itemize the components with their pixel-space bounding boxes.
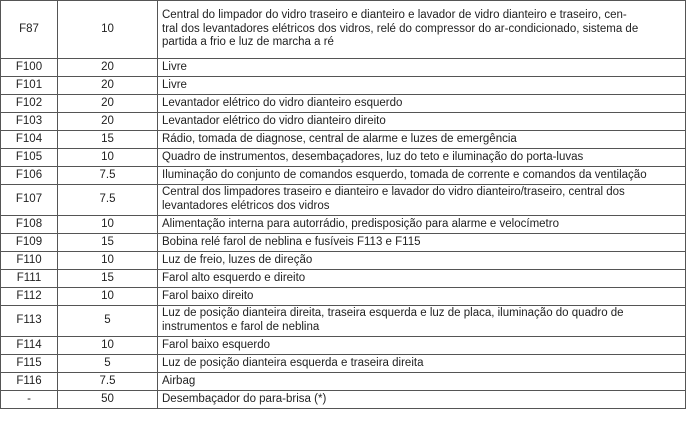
description-cell	[158, 185, 686, 216]
description-cell	[158, 95, 686, 113]
description-line: Farol alto esquerdo e direito	[162, 271, 306, 284]
amperage-cell: 7.5	[58, 373, 158, 391]
fuse-id-cell: F104	[1, 131, 58, 149]
description-line: Livre	[162, 60, 187, 73]
description-line: Bobina relé farol de neblina e fusíveis F113 e F115	[162, 235, 421, 248]
amperage-cell: 10	[58, 252, 158, 270]
fuse-id-cell: F107	[1, 185, 58, 216]
fuse-id-cell: F111	[1, 270, 58, 288]
table-row	[1, 77, 686, 95]
description-cell	[158, 234, 686, 252]
table-row	[1, 355, 686, 373]
table-row	[1, 1, 686, 59]
description-line: Luz de posição dianteira esquerda e traseira direita	[162, 356, 424, 369]
amperage-cell: 10	[58, 149, 158, 167]
description-line: Farol baixo esquerdo	[162, 338, 271, 351]
table-row	[1, 234, 686, 252]
fuse-id-cell: F108	[1, 216, 58, 234]
table-row	[1, 288, 686, 306]
fuse-id-cell: F105	[1, 149, 58, 167]
table-row	[1, 113, 686, 131]
description-line: Airbag	[162, 374, 196, 387]
description-line: tral dos levantadores elétricos dos vidros, relé do compressor do ar-condicionado, sistema de	[162, 22, 639, 35]
amperage-cell: 20	[58, 95, 158, 113]
fuse-id-cell: F102	[1, 95, 58, 113]
amperage-cell: 20	[58, 113, 158, 131]
description-cell	[158, 306, 686, 337]
amperage-cell: 10	[58, 1, 158, 59]
description-cell	[158, 59, 686, 77]
amperage-cell: 10	[58, 288, 158, 306]
amperage-cell: 5	[58, 355, 158, 373]
fuse-table-body	[1, 1, 686, 409]
description-line: Rádio, tomada de diagnose, central de alarme e luzes de emergência	[162, 132, 517, 145]
description-line: Desembaçador do para-brisa (*)	[162, 392, 327, 405]
fuse-id-cell: F116	[1, 373, 58, 391]
amperage-cell: 7.5	[58, 185, 158, 216]
description-line: Levantador elétrico do vidro dianteiro direito	[162, 114, 386, 127]
amperage-cell: 20	[58, 77, 158, 95]
fuse-id-cell: F101	[1, 77, 58, 95]
description-cell	[158, 149, 686, 167]
table-row	[1, 95, 686, 113]
description-line: Farol baixo direito	[162, 289, 254, 302]
fuse-id-cell: F87	[1, 1, 58, 59]
description-line: Levantador elétrico do vidro dianteiro esquerdo	[162, 96, 403, 109]
fuse-id-cell: F113	[1, 306, 58, 337]
fuse-id-cell: F100	[1, 59, 58, 77]
table-row	[1, 185, 686, 216]
table-row	[1, 373, 686, 391]
description-line: Luz de freio, luzes de direção	[162, 253, 313, 266]
description-line: instrumentos e farol de neblina	[162, 321, 320, 333]
amperage-cell: 7.5	[58, 167, 158, 185]
description-cell	[158, 113, 686, 131]
fuse-id-cell: F114	[1, 337, 58, 355]
description-cell	[158, 355, 686, 373]
amperage-cell: 5	[58, 306, 158, 337]
description-line: Livre	[162, 78, 187, 91]
description-cell	[158, 216, 686, 234]
description-line: Central dos limpadores traseiro e dianteiro e lavador do vidro dianteiro/traseiro, central dos	[162, 186, 625, 199]
description-line: Quadro de instrumentos, desembaçadores, luz do teto e iluminação do porta-luvas	[162, 150, 584, 163]
fuse-id-cell: F115	[1, 355, 58, 373]
description-line: Iluminação do conjunto de comandos esquerdo, tomada de corrente e comandos da ventilação	[162, 168, 647, 181]
description-cell	[158, 1, 686, 59]
table-row	[1, 131, 686, 149]
amperage-cell: 10	[58, 216, 158, 234]
description-cell	[158, 77, 686, 95]
fuse-id-cell: F103	[1, 113, 58, 131]
description-cell	[158, 270, 686, 288]
fuse-id-cell: F109	[1, 234, 58, 252]
description-cell	[158, 288, 686, 306]
table-row	[1, 167, 686, 185]
table-row	[1, 216, 686, 234]
description-cell	[158, 373, 686, 391]
amperage-cell: 20	[58, 59, 158, 77]
fuse-id-cell: F106	[1, 167, 58, 185]
description-line: Central do limpador do vidro traseiro e dianteiro e lavador de vidro dianteiro e traseiro, cen-	[162, 9, 627, 22]
description-line: levantadores elétricos dos vidros	[162, 200, 330, 212]
table-row	[1, 337, 686, 355]
fuse-id-cell: -	[1, 391, 58, 409]
amperage-cell: 15	[58, 234, 158, 252]
description-line: partida a frio e luz de marcha a ré	[162, 36, 334, 49]
amperage-cell: 10	[58, 337, 158, 355]
table-row	[1, 149, 686, 167]
table-row	[1, 270, 686, 288]
table-row	[1, 306, 686, 337]
amperage-cell: 50	[58, 391, 158, 409]
table-row	[1, 391, 686, 409]
fuse-id-cell: F112	[1, 288, 58, 306]
amperage-cell: 15	[58, 270, 158, 288]
fuse-id-cell: F110	[1, 252, 58, 270]
table-row	[1, 59, 686, 77]
description-cell	[158, 167, 686, 185]
description-cell	[158, 131, 686, 149]
table-row	[1, 252, 686, 270]
description-line: Luz de posição dianteira direita, traseira esquerda e luz de placa, iluminação do quadro de	[162, 307, 624, 320]
description-line: Alimentação interna para autorrádio, predisposição para alarme e velocímetro	[162, 217, 559, 230]
description-cell	[158, 252, 686, 270]
description-cell	[158, 337, 686, 355]
amperage-cell: 15	[58, 131, 158, 149]
description-cell	[158, 391, 686, 409]
